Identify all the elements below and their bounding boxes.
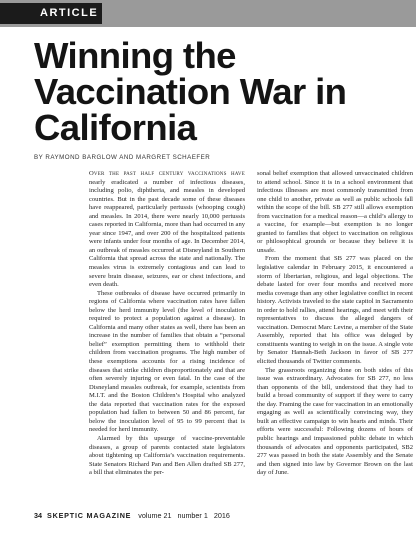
- body-paragraph: Alarmed by this upsurge of vaccine-preventable diseases, a group of parents contacted state legislators about tightening up California’s vaccination requirements. State Senators Richard Pan and Ben Allen drafted SB 277, a bill that eliminates the per-: [89, 434, 245, 477]
- volume-label: volume 21: [138, 511, 172, 520]
- body-paragraph: From the moment that SB 277 was placed on the legislative calendar in February 2015, it encountered a storm of libertarian, religious, and legal objections. The debate lasted for over four months and received more media coverage than any other legislative conflict in recent history. Activists traveled to the state capitol in Sacramento in order to hold rallies, attend hearings, and meet with their representatives to discuss the alleged dangers of vaccination. Democrat Marc Levine, a member of the State Assembly, reported that his office was deluged by constituents wanting to weigh in on the issue. A single vote by Senator Hannah-Beth Jackson in favor of SB 277 elicited thousands of Twitter comments.: [257, 255, 413, 366]
- magazine-name: SKEPTIC MAGAZINE: [47, 511, 132, 520]
- body-paragraph: The grassroots organizing done on both sides of this issue was extraordinary. Advocates for SB 277, no less than opponents of the bill, understood that they had to build a broad community of support if they were to carry the day. Framing the case for vaccination in an emotionally engaging as well as scientifically convincing way, they built an effective campaign to win hearts and minds. Their efforts were successful: Following dozens of hours of public hearings and impassioned public debate in which thousands of advocates and opponents participated, SB2 277 was passed in both the state Assembly and the Senate and then signed into law by Governor Brown on the last day of June.: [257, 366, 413, 477]
- publication-year: 2016: [213, 511, 230, 520]
- lead-in-text: Over the past half century vaccinations have: [89, 170, 245, 177]
- article-byline: BY RAYMOND BARGLOW AND MARGRET SCHAEFER: [34, 154, 211, 161]
- article-title: Winning the Vaccination War in California: [34, 35, 347, 148]
- body-paragraph: These outbreaks of disease have occurred primarily in regions of California where vaccination rates have fallen below the herd immunity level (the level of inoculation required to protect a population against a disease). In California and many other states as well, there has been an increase in the number of families that obtain a “personal belief” exemption permitting them to withhold their children from vaccination programs. The high number of these exemptions accounts for a rising incidence of diseases that strike children disproportionately and that are often severely injuring or even fatal. In the case of the Disneyland measles outbreak, for example, scientists from M.I.T. and the Boston Children’s Hospital who analyzed the data reported that vaccination rates for the exposed population had fallen to between 50 and 86 percent, far below the inoculation level of 95 to 99 percent that is needed for herd immunity.: [89, 289, 245, 434]
- article-column-left: [89, 170, 245, 478]
- page-footer: [34, 511, 230, 520]
- body-paragraph: sonal belief exemption that allowed unvaccinated children to attend school. Since it is in a school environment that infectious illnesses are most commonly transmitted from one child to another, private as well as public schools fall within the scope of the bill. SB 277 still allows exemption from vaccination for a medical reason—a child’s allergy to a vaccine, for example—but exemption is no longer granted to families that object to vaccination on religious or philosophical grounds or because they believe it is unsafe.: [257, 170, 413, 254]
- article-column-right: [257, 170, 413, 478]
- section-tag: ARTICLE: [0, 3, 102, 24]
- body-paragraph: [89, 170, 245, 290]
- section-header-bar: [0, 0, 416, 27]
- page-number: 34: [34, 511, 42, 520]
- paragraph-text: nearly eradicated a number of infectious diseases, including polio, diphtheria, and measles in developed countries. But in the past decade some of these diseases have reappeared, particularly pertussis (whooping cough) and measles. In 2014, there were nearly 10,000 pertussis cases reported in California, more than had occurred in any year since 1947, and over 200 of the hospitalized patients were infants under four months of age. In December 2014, an outbreak of measles occurred at Disneyland in Southern California that spread across the state and nationally. The measles virus is extremely contagious and can lead to severe brain disease, seizures, ear or chest infections, and even death.: [89, 178, 245, 289]
- issue-number: number 1: [177, 511, 208, 520]
